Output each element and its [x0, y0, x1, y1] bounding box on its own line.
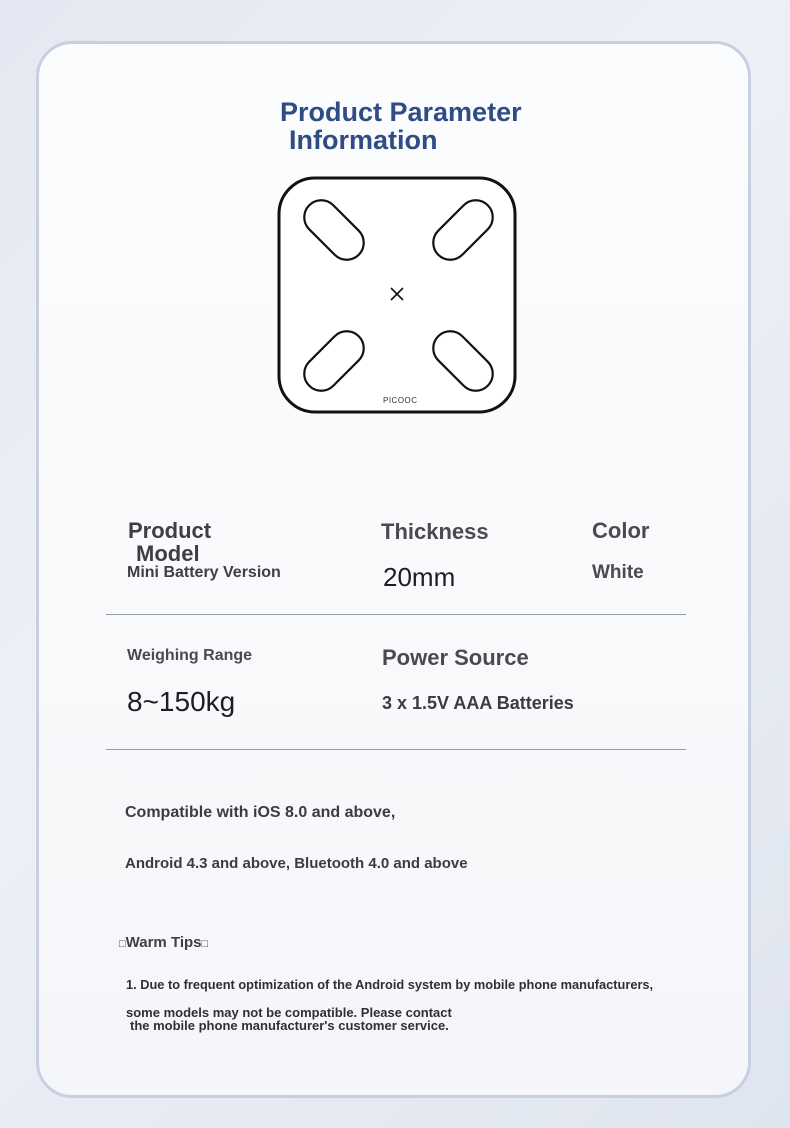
power-source-label: Power Source [382, 645, 529, 670]
thickness-value: 20mm [383, 562, 456, 592]
compatibility-line-1: Compatible with iOS 8.0 and above, [125, 804, 396, 821]
product-model-value: Mini Battery Version [127, 564, 281, 581]
brand-mark: PICOOC [383, 396, 418, 405]
warm-tip-line-3: the mobile phone manufacturer's customer service. [130, 1018, 449, 1033]
page-title [280, 98, 600, 154]
warm-tip-line-1: 1. Due to frequent optimization of the Android system by mobile phone manufacturers, [126, 977, 654, 992]
weighing-range-label: Weighing Range [127, 647, 253, 664]
title-line-1: Product Parameter [280, 97, 522, 127]
compatibility-line-2: Android 4.3 and above, Bluetooth 4.0 and above [125, 855, 468, 872]
thickness-label: Thickness [381, 519, 489, 544]
title-line-2: Information [289, 125, 438, 155]
warm-tip-line-2: some models may not be compatible. Please contact [126, 1005, 452, 1020]
divider-2 [106, 749, 686, 750]
bracket-left: □ [119, 938, 126, 950]
bracket-right: □ [201, 938, 209, 950]
divider-1 [106, 614, 686, 615]
weighing-range-value: 8~150kg [127, 686, 236, 717]
color-label: Color [592, 518, 650, 543]
warm-tips-heading: □Warm Tips□ [119, 934, 209, 951]
color-value: White [592, 562, 644, 583]
product-model-label: Product Model [128, 518, 212, 566]
scale-image [277, 176, 517, 414]
power-source-value: 3 x 1.5V AAA Batteries [382, 693, 574, 713]
